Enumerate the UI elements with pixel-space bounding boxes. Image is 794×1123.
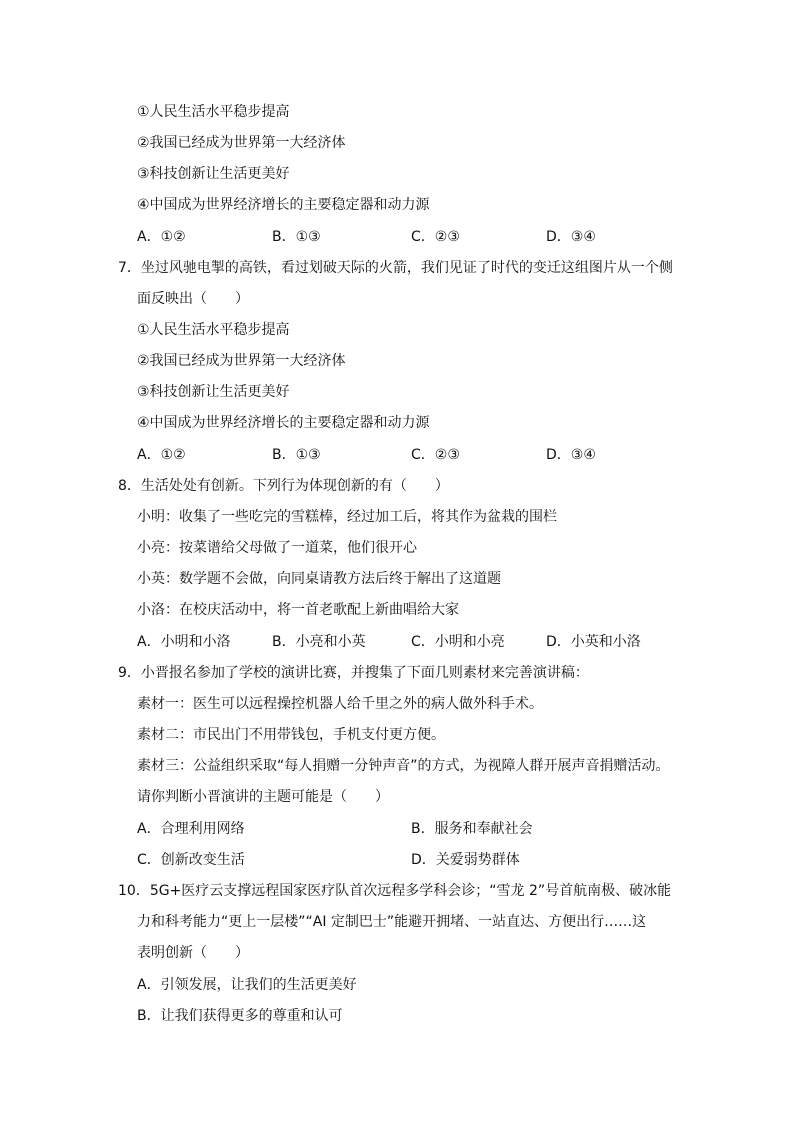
q10-stem-line-1: 10．5G+医疗云支撑远程国家医疗队首次远程多学科会诊；“雪龙 2”号首航南极、破冰能: [118, 883, 672, 899]
q9-option-d: D．关爱弱势群体: [411, 852, 520, 868]
q6-option-a: A．①②: [137, 229, 186, 245]
q9-option-c: C．创新改变生活: [137, 852, 245, 868]
q9-material-1: 素材一：医生可以远程操控机器人给千里之外的病人做外科手术。: [137, 696, 543, 712]
q7-option-a: A．①②: [137, 447, 186, 463]
q6-option-d: D．③④: [546, 229, 596, 245]
q8-statement-3: 小英：数学题不会做，向同桌请教方法后终于解出了这道题: [137, 571, 501, 587]
q8-option-b: B．小亮和小英: [272, 634, 366, 650]
q10-stem-line-3: 表明创新（ ）: [137, 945, 249, 961]
q6-statement-1: ①人民生活水平稳步提高: [137, 104, 290, 120]
q7-statement-3: ③科技创新让生活更美好: [137, 384, 290, 400]
q9-option-b: B．服务和奉献社会: [411, 821, 533, 837]
q6-statement-4: ④中国成为世界经济增长的主要稳定器和动力源: [137, 197, 430, 213]
q6-statement-3: ③科技创新让生活更美好: [137, 166, 290, 182]
q8-option-a: A．小明和小洛: [137, 634, 231, 650]
q6-option-b: B．①③: [272, 229, 321, 245]
q8-statement-1: 小明：收集了一些吃完的雪糕棒，经过加工后，将其作为盆栽的围栏: [137, 509, 557, 525]
q8-statement-4: 小洛：在校庆活动中，将一首老歌配上新曲唱给大家: [137, 602, 459, 618]
q6-statement-2: ②我国已经成为世界第一大经济体: [137, 135, 346, 151]
q7-option-c: C．②③: [411, 447, 460, 463]
q9-stem: 9．小晋报名参加了学校的演讲比赛，并搜集了下面几则素材来完善演讲稿：: [118, 665, 589, 681]
q7-option-d: D．③④: [546, 447, 596, 463]
q7-stem-line-2: 面反映出（ ）: [137, 291, 249, 307]
q9-option-a: A．合理利用网络: [137, 821, 245, 837]
q8-option-d: D．小英和小洛: [546, 634, 641, 650]
q8-stem: 8．生活处处有创新。下列行为体现创新的有（ ）: [118, 478, 449, 494]
q10-stem-line-2: 力和科考能力“更上一层楼”“AI 定制巴士”能避开拥堵、一站直达、方便出行……这: [137, 914, 647, 930]
q7-statement-1: ①人民生活水平稳步提高: [137, 322, 290, 338]
q9-question: 请你判断小晋演讲的主题可能是（ ）: [137, 789, 389, 805]
q7-statement-2: ②我国已经成为世界第一大经济体: [137, 353, 346, 369]
q10-option-b: B．让我们获得更多的尊重和认可: [137, 1008, 343, 1024]
q9-material-2: 素材二：市民出门不用带钱包，手机支付更方便。: [137, 727, 445, 743]
q7-statement-4: ④中国成为世界经济增长的主要稳定器和动力源: [137, 415, 430, 431]
q10-option-a: A．引领发展，让我们的生活更美好: [137, 977, 357, 993]
q7-stem-line-1: 7．坐过风驰电掣的高铁，看过划破天际的火箭，我们见证了时代的变迁这组图片从一个侧: [118, 260, 673, 276]
q8-option-c: C．小明和小亮: [411, 634, 505, 650]
q7-option-b: B．①③: [272, 447, 321, 463]
q6-option-c: C．②③: [411, 229, 460, 245]
q9-material-3: 素材三：公益组织采取“每人捐赠一分钟声音”的方式，为视障人群开展声音捐赠活动。: [137, 758, 670, 774]
q8-statement-2: 小亮：按菜谱给父母做了一道菜，他们很开心: [137, 540, 417, 556]
